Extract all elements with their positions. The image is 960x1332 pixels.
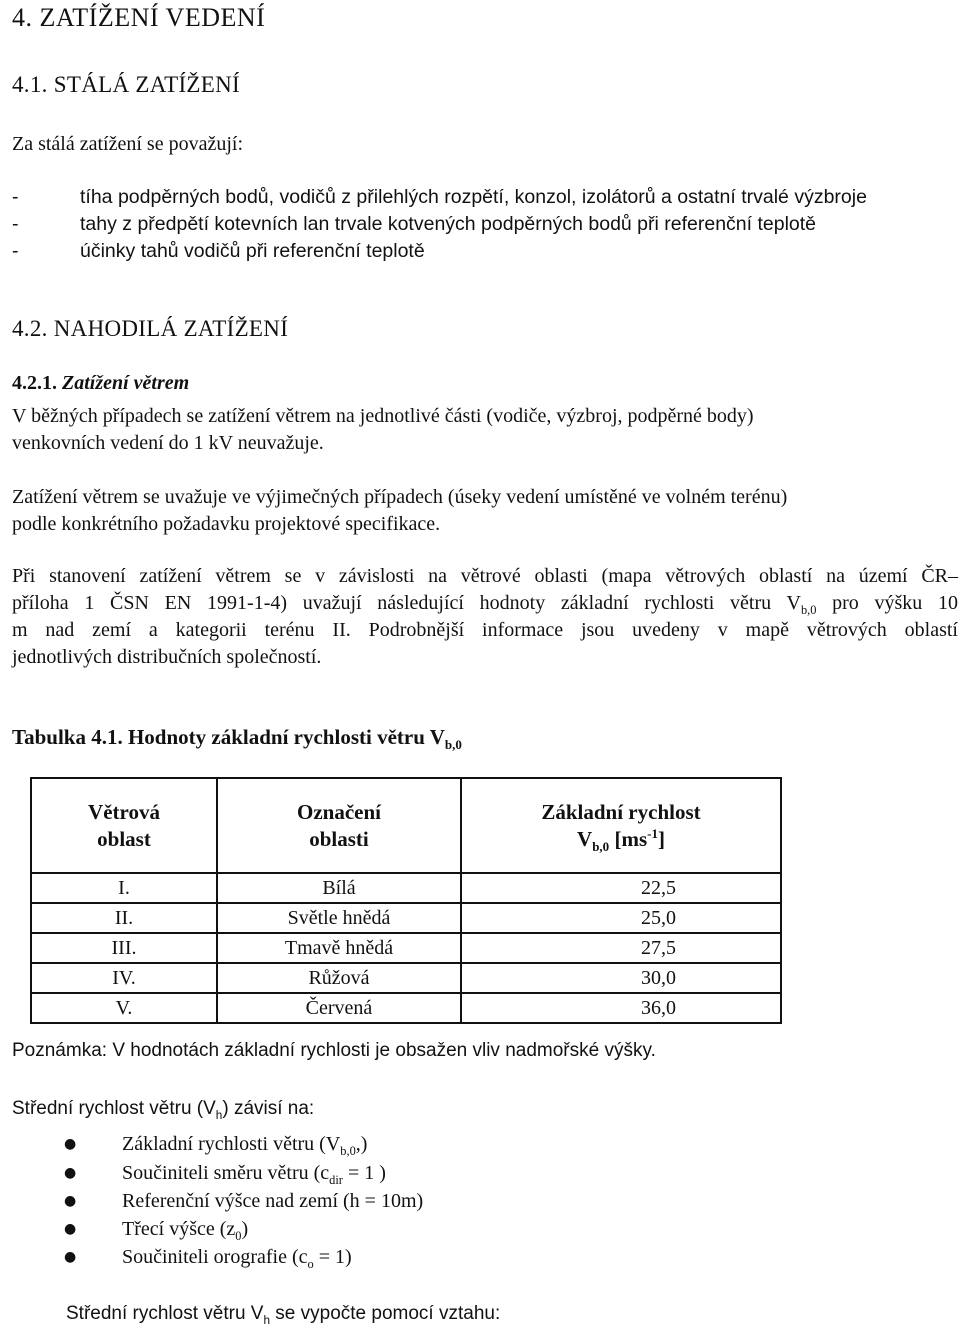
- paragraph-line: podle konkrétního požadavku projektové specifikace.: [12, 513, 441, 535]
- text-run: Střední rychlost větru V: [66, 1303, 264, 1324]
- bullet-icon: ●: [64, 1165, 77, 1181]
- header-text: oblast: [97, 826, 151, 851]
- cell-area: IV.: [31, 963, 217, 993]
- bullet-item: [64, 1162, 386, 1185]
- text-run: = 1): [313, 1246, 352, 1268]
- list-item-text: tíha podpěrných bodů, vodičů z přilehlých rozpětí, konzol, izolátorů a ostatní trvalé výzbroje: [80, 186, 867, 208]
- cell-area: I.: [31, 873, 217, 903]
- table-note: Poznámka: V hodnotách základní rychlosti je obsažen vliv nadmořské výšky.: [12, 1040, 656, 1061]
- list-dash: -: [12, 186, 19, 208]
- bullet-icon: ●: [64, 1193, 77, 1209]
- bullet-item: [64, 1218, 248, 1241]
- header-text: Větrová: [88, 799, 160, 824]
- header-text: Základní rychlost: [541, 799, 701, 824]
- paragraph-line: m nad zemí a kategorii terénu II. Podrobnější informace jsou uvedeny v mapě větrových oblastí: [12, 619, 958, 641]
- mean-speed-intro: [12, 1098, 314, 1120]
- text-run: Střední rychlost větru (V: [12, 1098, 216, 1119]
- table-row: [31, 963, 781, 993]
- text-run: ,): [355, 1133, 368, 1155]
- table-row: [31, 873, 781, 903]
- list-item: [12, 186, 867, 209]
- text-run: ) závisí na:: [222, 1098, 315, 1119]
- header-text: V: [577, 826, 593, 851]
- permanent-load-intro: Za stálá zatížení se považují:: [12, 133, 244, 155]
- subscript: dir: [329, 1173, 343, 1187]
- wind-speed-table: [30, 777, 782, 1024]
- cell-label: Červená: [217, 993, 461, 1023]
- paragraph-line: jednotlivých distribučních společností.: [12, 646, 322, 668]
- paragraph-line: Při stanovení zatížení větrem se v závislosti na větrové oblasti (mapa větrových oblastí na území ČR–: [12, 565, 958, 587]
- paragraph-line: Zatížení větrem se uvažuje ve výjimečných případech (úseky vedení umístěné ve volném terénu): [12, 486, 788, 508]
- subscript: h: [215, 1108, 223, 1122]
- text-run: Referenční výšce nad zemí (h = 10m): [122, 1190, 424, 1212]
- text-run: pro výšku 10: [816, 592, 958, 614]
- cell-label: Bílá: [217, 873, 461, 903]
- text-run: Tabulka 4.1. Hodnoty základní rychlosti větru V: [12, 725, 445, 749]
- mean-speed-outro: [66, 1303, 500, 1325]
- section-heading-4-1: 4.1. STÁLÁ ZATÍŽENÍ: [12, 72, 240, 97]
- text-run: ): [241, 1218, 249, 1240]
- bullet-icon: ●: [64, 1221, 77, 1237]
- paragraph-line: venkovních vedení do 1 kV neuvažuje.: [12, 432, 324, 454]
- cell-area: II.: [31, 903, 217, 933]
- cell-value: 30,0: [461, 963, 781, 993]
- subscript: o: [307, 1257, 314, 1271]
- text-run: příloha 1 ČSN EN 1991-1-4) uvažují následující hodnoty základní rychlosti větru V: [12, 592, 801, 614]
- list-item-text: tahy z předpětí kotevních lan trvale kotvených podpěrných bodů při referenční teplotě: [80, 213, 817, 235]
- text-run: Základní rychlosti větru (V: [122, 1133, 341, 1155]
- list-dash: -: [12, 213, 19, 235]
- table-caption: [12, 725, 462, 753]
- subsection-title: Zatížení větrem: [62, 372, 190, 394]
- header-text: [ms: [609, 826, 648, 851]
- cell-label: Světle hnědá: [217, 903, 461, 933]
- text-run: se vypočte pomocí vztahu:: [270, 1303, 501, 1324]
- paragraph-line: [12, 592, 958, 615]
- cell-value: 25,0: [461, 903, 781, 933]
- subsection-heading-4-2-1: [12, 372, 189, 395]
- column-header-area: [31, 778, 217, 873]
- paragraph-line: V běžných případech se zatížení větrem na jednotlivé části (vodiče, výzbroj, podpěrné body): [12, 405, 754, 427]
- column-header-label: [217, 778, 461, 873]
- subscript: b,0: [340, 1144, 356, 1158]
- chapter-heading: 4. ZATÍŽENÍ VEDENÍ: [12, 3, 266, 32]
- text-run: = 1 ): [342, 1162, 386, 1184]
- superscript: -1: [647, 825, 658, 841]
- cell-label: Růžová: [217, 963, 461, 993]
- list-item: [12, 213, 816, 236]
- subscript: b,0: [444, 737, 462, 753]
- bullet-item: [64, 1246, 352, 1269]
- bullet-item: [64, 1190, 423, 1213]
- subscript: b,0: [800, 603, 817, 617]
- table-row: [31, 933, 781, 963]
- table-header-row: [31, 778, 781, 873]
- cell-area: V.: [31, 993, 217, 1023]
- text-run: Třecí výšce (z: [122, 1218, 236, 1240]
- subscript: 0: [235, 1229, 242, 1243]
- header-text: ]: [657, 826, 665, 851]
- header-text: oblasti: [309, 826, 369, 851]
- bullet-icon: ●: [64, 1136, 77, 1152]
- column-header-speed: [461, 778, 781, 873]
- text-run: Součiniteli směru větru (c: [122, 1162, 330, 1184]
- list-item: [12, 240, 425, 263]
- text-run: Součiniteli orografie (c: [122, 1246, 308, 1268]
- table-row: [31, 993, 781, 1023]
- cell-value: 22,5: [461, 873, 781, 903]
- cell-value: 36,0: [461, 993, 781, 1023]
- cell-label: Tmavě hnědá: [217, 933, 461, 963]
- header-text: Označení: [297, 799, 381, 824]
- list-item-text: účinky tahů vodičů při referenční teplotě: [80, 240, 425, 262]
- subscript: b,0: [592, 838, 610, 854]
- cell-value: 27,5: [461, 933, 781, 963]
- table-row: [31, 903, 781, 933]
- bullet-item: [64, 1133, 367, 1156]
- section-heading-4-2: 4.2. NAHODILÁ ZATÍŽENÍ: [12, 316, 289, 341]
- cell-area: III.: [31, 933, 217, 963]
- subsection-number: 4.2.1.: [12, 372, 57, 394]
- bullet-icon: ●: [64, 1249, 77, 1265]
- list-dash: -: [12, 240, 19, 262]
- subscript: h: [263, 1313, 271, 1327]
